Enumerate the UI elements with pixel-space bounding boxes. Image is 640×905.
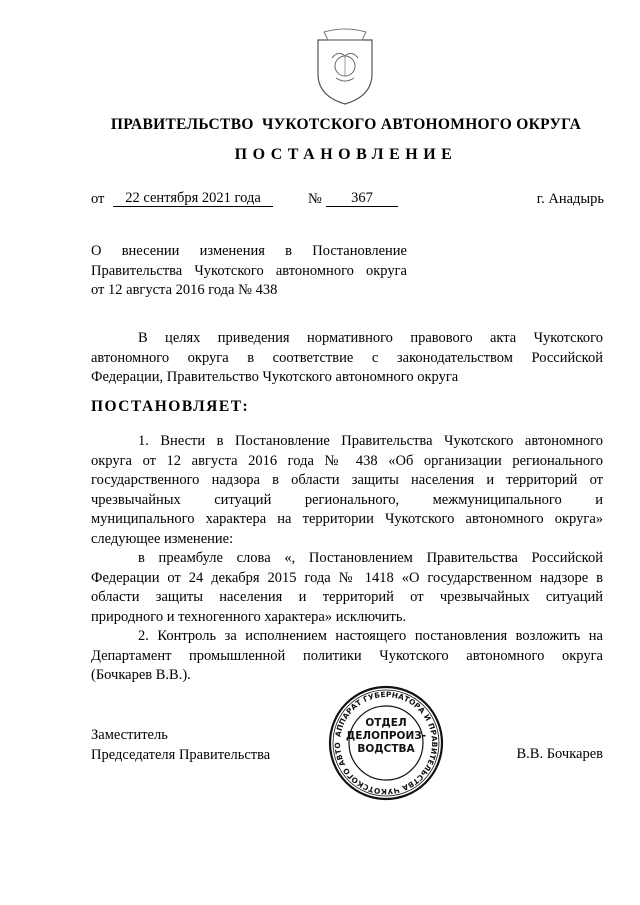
- stamp-center-text: [327, 717, 445, 756]
- stamp-center-line: ДЕЛОПРОИЗ-: [345, 730, 427, 742]
- preamble-line: автономного округа в соответствие с законодательством Российской: [91, 349, 603, 366]
- office-stamp: [327, 684, 445, 802]
- item2-line: (Бочкарев В.В.).: [91, 667, 191, 683]
- item2-line: 2. Контроль за исполнением настоящего постановления возложить на: [138, 628, 603, 644]
- subject-line: Правительства Чукотского автономного округа: [91, 262, 407, 279]
- stamp-ring-text: АППАРАТ ГУБЕРНАТОРА И ПРАВИТЕЛЬСТВА ЧУКОТСКОГО АВТО: [332, 689, 440, 797]
- signatory-position: [91, 726, 270, 765]
- item2-line: Департамент промышленной политики Чукотского автономного округа: [91, 647, 603, 664]
- item1-line: государственного надзора в области защиты населения и территорий от: [91, 472, 603, 488]
- item1b-line: Федерации от 24 декабря 2015 года № 1418 «О государственном надзоре в: [91, 569, 603, 586]
- coat-of-arms-emblem: [310, 28, 380, 108]
- date-prefix: от: [91, 191, 105, 207]
- item1-line: муниципального характера на территории Чукотского автономного округа»: [91, 511, 603, 527]
- decree-date: 22 сентября 2021 года: [113, 191, 273, 207]
- subject-line: О внесении изменения в Постановление: [91, 243, 407, 259]
- stamp-center-line: ВОДСТВА: [357, 743, 415, 755]
- item1b-line: природного и техногенного характера» исключить.: [91, 608, 407, 625]
- decree-number: 367: [326, 191, 398, 207]
- preamble-line: В целях приведения нормативного правового акта Чукотского: [138, 330, 603, 346]
- item1b-line: области защиты населения и территорий от чрезвычайных ситуаций: [91, 589, 603, 605]
- number-label: №: [308, 191, 322, 207]
- stamp-center-line: ОТДЕЛ: [365, 717, 407, 729]
- document-type-heading: ПОСТАНОВЛЕНИЕ: [234, 146, 458, 163]
- subject-line: от 12 августа 2016 года № 438: [91, 282, 278, 298]
- signatory-position-line: Заместитель: [91, 727, 168, 743]
- item1-line: следующее изменение:: [91, 530, 234, 547]
- signatory-position-line: Председателя Правительства: [91, 746, 271, 763]
- city: г. Анадырь: [536, 191, 604, 207]
- decree-body: [91, 432, 603, 686]
- decree-subject: [91, 242, 407, 301]
- item1-line: 1. Внести в Постановление Правительства Чукотского автономного: [138, 433, 603, 449]
- item1b-line: в преамбуле слова «, Постановлением Правительства Российской: [138, 550, 603, 566]
- government-title: ПРАВИТЕЛЬСТВО ЧУКОТСКОГО АВТОНОМНОГО ОКРУГА: [110, 116, 582, 133]
- signatory-name: В.В. Бочкарев: [516, 746, 603, 762]
- item1-line: округа от 12 августа 2016 года № 438 «Об организации регионального: [91, 452, 603, 469]
- preamble-line: Федерации, Правительство Чукотского автономного округа: [91, 369, 459, 385]
- resolves-heading: ПОСТАНОВЛЯЕТ:: [91, 398, 250, 415]
- item1-line: чрезвычайных ситуаций регионального, межмуниципального и: [91, 491, 603, 508]
- preamble-paragraph: [91, 329, 603, 388]
